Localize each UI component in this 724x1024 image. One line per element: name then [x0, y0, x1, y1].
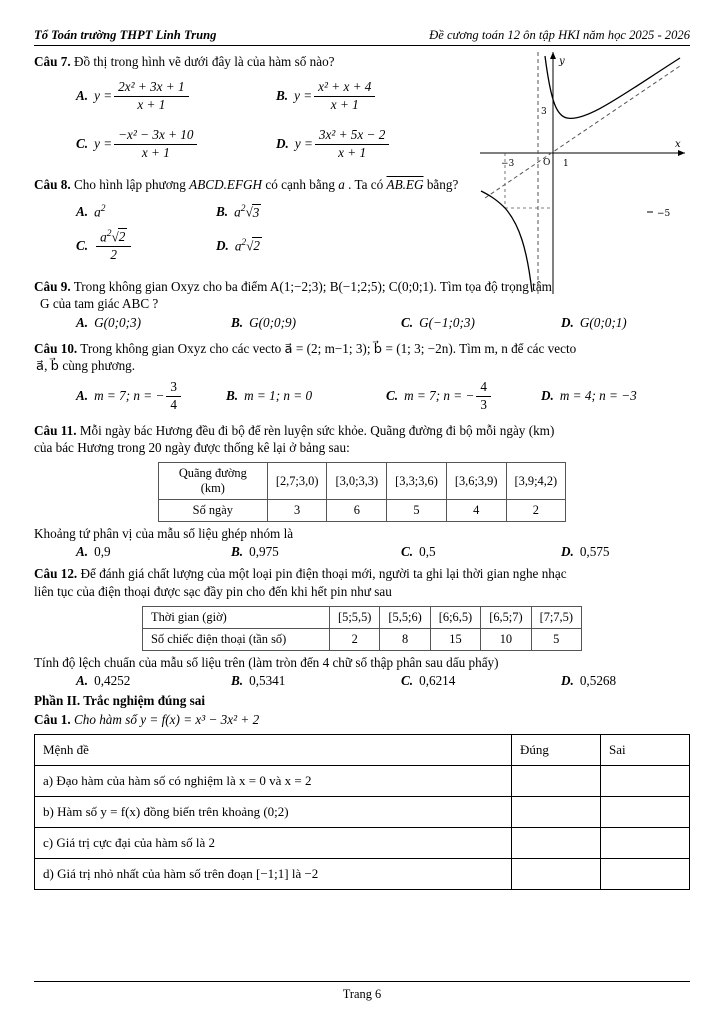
q10-label: Câu 10. [34, 341, 78, 357]
question-8 [34, 175, 504, 194]
q12-option-d-value: 0,5268 [579, 672, 617, 688]
q12-row1-header: Thời gian (giờ) [143, 606, 330, 628]
q12-count-2: 8 [380, 628, 430, 650]
q8-text-2: có cạnh bằng [265, 177, 335, 193]
q11-option-d-label: D. [561, 544, 574, 560]
table-row [35, 858, 690, 889]
question-11 [34, 421, 690, 440]
q7-option-b[interactable] [276, 79, 377, 113]
tf-cell-b-false[interactable] [601, 796, 690, 827]
q10-text-line1: Trong không gian Oxyz cho các vecto a⃗ = (2; m−1; 3); b⃗ = (1; 3; −2n). Tìm m, n để các vecto [80, 341, 577, 357]
page-number: Trang 6 [342, 987, 382, 1001]
q7-text: Đồ thị trong hình vẽ dưới đây là của hàm số nào? [73, 54, 335, 69]
q10-text-line2: a⃗, b⃗ cùng phương. [36, 358, 136, 374]
q11-option-b-value: 0,975 [249, 544, 279, 560]
q9-option-b-label: B. [231, 315, 244, 331]
q12-option-c-value: 0,6214 [419, 672, 456, 688]
axis-label-x: x [675, 139, 681, 150]
q7-label: Câu 7. [34, 54, 71, 69]
header-right: Đề cương toán 12 ôn tập HKI năm học 2025 - 2026 [429, 28, 690, 42]
q8-edge: a [338, 177, 345, 193]
q12-interval-1: [5;5,5) [330, 606, 380, 628]
q7-option-c-den: x + 1 [141, 144, 170, 160]
q8-option-a-value: $a^2$ [94, 204, 106, 220]
q12-count-1: 2 [330, 628, 380, 650]
q12-label: Câu 12. [34, 566, 78, 582]
q11-interval-1: [2,7;3,0) [267, 463, 327, 500]
q10-option-a-pre: m = 7; n = − [94, 388, 165, 404]
q11-options [34, 544, 690, 560]
q11-option-c-label: C. [401, 544, 414, 560]
q12-interval-2: [5,5;6) [380, 606, 430, 628]
q7-option-a-den: x + 1 [137, 96, 166, 112]
q12-interval-3: [6;6,5) [430, 606, 480, 628]
q10-option-a[interactable] [76, 379, 226, 413]
q11-count-5: 2 [506, 500, 566, 522]
q8-option-c[interactable] [76, 229, 216, 263]
q11-option-b[interactable] [231, 544, 401, 560]
q11-option-c[interactable] [401, 544, 561, 560]
q7-option-b-fraction [314, 79, 375, 113]
q9-option-a-value: G(0;0;3) [94, 315, 141, 331]
tf-cell-a-true[interactable] [512, 765, 601, 796]
q12-table [142, 606, 582, 651]
part2-heading: Phần II. Trắc nghiệm đúng sai [34, 692, 205, 708]
q12-option-a[interactable] [76, 673, 231, 689]
tf-statement-b: b) Hàm số y = f(x) đồng biến trên khoảng (0;2) [35, 796, 512, 827]
q8-option-a[interactable] [76, 204, 216, 220]
q8-option-c-fraction: $\frac{a^2√2}{2}$ [96, 229, 131, 263]
q12-option-a-label: A. [76, 672, 89, 688]
q8-text-1: Cho hình lập phương [73, 177, 186, 193]
q7-option-a-label: A. [76, 88, 89, 104]
header-divider [34, 45, 690, 46]
q7-option-d-den: x + 1 [338, 144, 367, 160]
q9-option-a[interactable] [76, 315, 231, 331]
q11-interval-3: [3,3;3,6) [387, 463, 447, 500]
q9-option-d-label: D. [561, 315, 574, 331]
q7-option-c-label: C. [76, 136, 89, 152]
tf-header-true: Đúng [512, 734, 601, 765]
tf-cell-c-false[interactable] [601, 827, 690, 858]
q8-text-3: . Ta có [348, 177, 384, 193]
q11-option-c-value: 0,5 [419, 544, 436, 560]
table-row [35, 765, 690, 796]
q10-option-b[interactable] [226, 379, 386, 413]
part2-q1-text: Cho hàm số y = f(x) = x³ − 3x² + 2 [73, 711, 260, 727]
q12-option-c[interactable] [401, 673, 561, 689]
q11-row2-header: Số ngày [158, 500, 267, 522]
q11-interval-5: [3,9;4,2) [506, 463, 566, 500]
question-7 [34, 52, 514, 71]
q7-option-c-fraction [114, 127, 197, 161]
table-row [35, 734, 690, 765]
q10-option-d-pre: m = 4; n = −3 [559, 388, 637, 404]
q7-option-a[interactable] [76, 79, 276, 113]
q10-option-c-fraction: $\frac{4}{3}$ [476, 379, 491, 413]
table-row [158, 500, 565, 522]
q11-option-b-label: B. [231, 544, 244, 560]
q11-interval-4: [3,6;3,9) [446, 463, 506, 500]
q7-option-d-lead: y = [294, 136, 313, 152]
tick-3: 3 [541, 107, 547, 117]
q10-option-c[interactable] [386, 379, 541, 413]
tf-cell-c-true[interactable] [512, 827, 601, 858]
q7-option-d-fraction [315, 127, 389, 161]
tf-statement-d: d) Giá trị nhỏ nhất của hàm số trên đoạn [−1;1] là −2 [35, 858, 512, 889]
graph-figure [475, 48, 690, 298]
q11-label: Câu 11. [34, 423, 77, 439]
q7-option-d-num: 3x² + 5x − 2 [315, 127, 389, 145]
q8-option-b-value: $a^2√3$ [234, 204, 260, 220]
q11-table-wrap [34, 462, 690, 522]
q10-option-b-label: B. [226, 388, 239, 404]
tick-O: O [543, 158, 551, 168]
q11-text-line2: của bác Hương trong 20 ngày được thống kê lại ở bảng sau: [34, 440, 350, 456]
q12-text-line2: liên tục của điện thoại được sạc đầy pin cho đến khi hết pin như sau [34, 583, 392, 599]
q9-option-c-value: G(−1;0;3) [419, 315, 475, 331]
table-row [158, 463, 565, 500]
q11-row1-header: Quãng đường (km) [158, 463, 267, 500]
tf-header-statement: Mệnh đề [35, 734, 512, 765]
q10-options [34, 379, 690, 413]
tf-statement-a: a) Đạo hàm của hàm số có nghiệm là x = 0 và x = 2 [35, 765, 512, 796]
q11-table [158, 462, 566, 522]
footer-divider [34, 981, 690, 982]
table-row [143, 628, 582, 650]
tick-minus3: −3 [501, 159, 515, 169]
q9-option-b-value: G(0;0;9) [249, 315, 296, 331]
q9-option-a-label: A. [76, 315, 89, 331]
q12-text-line1: Để đánh giá chất lượng của một loại pin điện thoại mới, người ta ghi lại thời gian nghe nhạc [80, 566, 567, 582]
q7-option-d-label: D. [276, 136, 289, 152]
tf-cell-d-true[interactable] [512, 858, 601, 889]
q11-count-4: 4 [446, 500, 506, 522]
axis-label-y: y [559, 56, 565, 67]
q9-text-line2: G của tam giác ABC ? [40, 296, 159, 312]
q11-count-3: 5 [387, 500, 447, 522]
q7-option-a-fraction [114, 79, 188, 113]
q12-option-d-label: D. [561, 672, 574, 688]
tf-cell-a-false[interactable] [601, 765, 690, 796]
q11-option-a-value: 0,9 [94, 544, 111, 560]
tick-minus5: −5 [657, 209, 671, 219]
q8-cube-name: ABCD.EFGH [189, 177, 263, 193]
q10-option-c-pre: m = 7; n = − [404, 388, 475, 404]
q9-label: Câu 9. [34, 279, 71, 295]
q8-option-d[interactable] [216, 229, 262, 263]
tf-cell-d-false[interactable] [601, 858, 690, 889]
q7-option-b-label: B. [276, 88, 289, 104]
q11-option-d[interactable] [561, 544, 610, 560]
q12-table-wrap [34, 606, 690, 651]
q10-option-a-fraction: $\frac{3}{4}$ [166, 379, 181, 413]
q9-option-c[interactable] [401, 315, 561, 331]
q12-option-b[interactable] [231, 673, 401, 689]
q11-option-a[interactable] [76, 544, 231, 560]
q9-options [34, 315, 690, 331]
q12-interval-4: [6,5;7) [481, 606, 531, 628]
q11-count-1: 3 [267, 500, 327, 522]
q8-option-a-label: A. [76, 204, 89, 220]
q12-options [34, 673, 690, 689]
q7-option-a-lead: y = [94, 88, 113, 104]
q8-option-b[interactable] [216, 204, 261, 220]
q8-option-d-label: D. [216, 237, 229, 253]
q12-count-3: 15 [430, 628, 480, 650]
q10-option-d[interactable] [541, 379, 637, 413]
table-row [143, 606, 582, 628]
part2-q1-label: Câu 1. [34, 711, 71, 727]
q9-option-d-value: G(0;0;1) [579, 315, 627, 331]
q10-option-d-label: D. [541, 388, 554, 404]
q10-option-b-pre: m = 1; n = 0 [244, 388, 313, 404]
q12-option-d[interactable] [561, 673, 616, 689]
q8-vector: AB.EG [386, 177, 424, 193]
truefalse-table [34, 734, 690, 890]
q12-count-4: 10 [481, 628, 531, 650]
q7-option-b-den: x + 1 [330, 96, 359, 112]
q10-option-a-label: A. [76, 388, 89, 404]
q11-count-2: 6 [327, 500, 387, 522]
q12-option-a-value: 0,4252 [94, 672, 131, 688]
tf-cell-b-true[interactable] [512, 796, 601, 827]
header-left: Tổ Toán trường THPT Linh Trung [34, 28, 217, 42]
q7-option-d[interactable] [276, 127, 391, 161]
q9-option-d[interactable] [561, 315, 627, 331]
q12-option-b-value: 0,5341 [249, 672, 286, 688]
question-10 [34, 339, 690, 358]
tf-statement-c: c) Giá trị cực đại của hàm số là 2 [35, 827, 512, 858]
q8-option-c-label: C. [76, 237, 89, 253]
table-row [35, 796, 690, 827]
q12-count-5: 5 [531, 628, 581, 650]
tf-header-false: Sai [601, 734, 690, 765]
q7-option-b-num: x² + x + 4 [314, 79, 375, 97]
q8-option-b-label: B. [216, 204, 229, 220]
table-row [35, 827, 690, 858]
q7-option-c[interactable] [76, 127, 276, 161]
function-graph-svg [475, 48, 690, 298]
q9-option-c-label: C. [401, 315, 414, 331]
q11-interval-2: [3,0;3,3) [327, 463, 387, 500]
q10-option-c-label: C. [386, 388, 399, 404]
q12-question: Tính độ lệch chuẩn của mẫu số liệu trên (làm tròn đến 4 chữ số thập phân sau dấu phẩy) [34, 654, 499, 670]
q7-option-c-num: −x² − 3x + 10 [114, 127, 197, 145]
q7-option-b-lead: y = [294, 88, 313, 104]
q9-option-b[interactable] [231, 315, 401, 331]
q7-option-a-num: 2x² + 3x + 1 [114, 79, 188, 97]
q11-question: Khoảng tứ phân vị của mẫu số liệu ghép nhóm là [34, 526, 294, 542]
page-footer [34, 981, 690, 1002]
q8-text-4: bằng? [426, 177, 459, 193]
tick-1: 1 [563, 159, 569, 169]
q12-option-c-label: C. [401, 672, 414, 688]
q7-option-c-lead: y = [94, 136, 113, 152]
q11-option-d-value: 0,575 [579, 544, 610, 560]
question-12 [34, 564, 690, 583]
q12-row2-header: Số chiếc điện thoại (tần số) [143, 628, 330, 650]
q12-option-b-label: B. [231, 672, 244, 688]
q8-option-d-value: $a^2√2$ [234, 237, 261, 254]
page-header [34, 28, 690, 43]
q12-interval-5: [7;7,5) [531, 606, 581, 628]
q9-text-line1: Trong không gian Oxyz cho ba điểm A(1;−2;3); B(−1;2;5); C(0;0;1). Tìm tọa độ trọng tâm [73, 279, 552, 295]
q8-label: Câu 8. [34, 177, 71, 193]
q11-option-a-label: A. [76, 544, 89, 560]
q11-text-line1: Mỗi ngày bác Hương đều đi bộ để rèn luyện sức khỏe. Quãng đường đi bộ mỗi ngày (km) [79, 423, 555, 439]
